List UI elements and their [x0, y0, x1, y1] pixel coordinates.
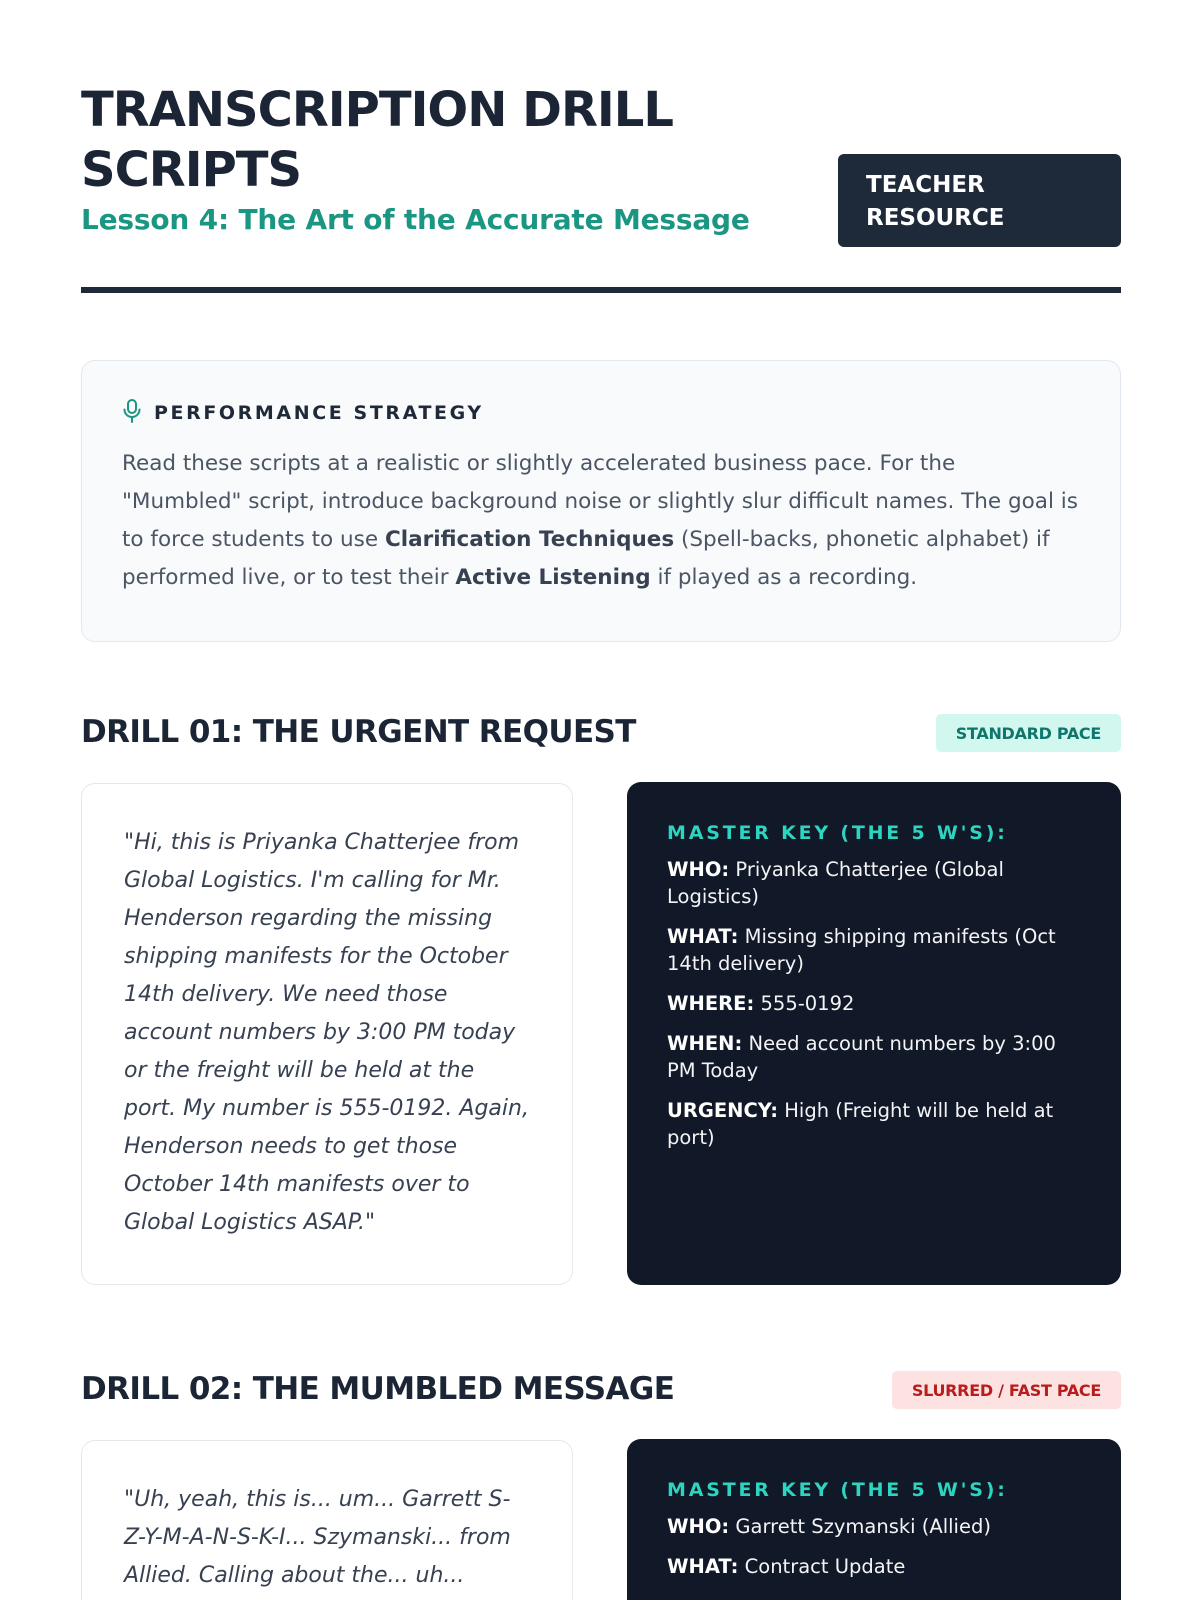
microphone-icon — [122, 398, 142, 429]
master-key-title: MASTER KEY (THE 5 W'S): — [667, 1479, 1008, 1501]
drill-01-title: DRILL 01: THE URGENT REQUEST — [81, 714, 636, 750]
key-where: WHERE: 555-0192 — [667, 992, 855, 1015]
active-listening-emphasis: Active Listening — [455, 565, 651, 590]
page-header — [81, 0, 1121, 294]
drill-02-script: "Uh, yeah, this is... um... Garrett S-Z-Y-M-A-N-S-K-I... Szymanski... from Allied. Calling about the... uh... — [124, 1487, 511, 1588]
pace-badge-standard: STANDARD PACE — [936, 714, 1121, 752]
performance-strategy-box — [81, 360, 1121, 642]
clarification-techniques-emphasis: Clarification Techniques — [384, 527, 675, 552]
strategy-text: Read these scripts at a realistic or slightly accelerated business pace. For the "Mumbled" script, introduce background noise or slightly slur difficult names. The goal is to force students to use Clarification Techniques (Spell-backs, phonetic alphabet) if performed live, or to test their Active Listening if played as a recording. — [122, 451, 1078, 590]
drill-02-master-key — [627, 1439, 1121, 1600]
key-urgency: URGENCY: High (Freight will be held at port) — [667, 1099, 1054, 1149]
lesson-subtitle: Lesson 4: The Art of the Accurate Message — [81, 203, 750, 236]
key-when: WHEN: Need account numbers by 3:00 PM Today — [667, 1032, 1056, 1082]
strategy-label: PERFORMANCE STRATEGY — [154, 402, 484, 424]
teacher-resource-badge: TEACHER RESOURCE — [838, 154, 1121, 247]
drill-02-script-card — [81, 1440, 573, 1600]
key-what: WHAT: Contract Update — [667, 1555, 906, 1578]
key-who: WHO: Priyanka Chatterjee (Global Logistics) — [667, 858, 1004, 908]
header-divider — [81, 287, 1121, 293]
strategy-header — [122, 399, 1080, 427]
master-key-title: MASTER KEY (THE 5 W'S): — [667, 822, 1008, 844]
document-page — [81, 0, 1121, 1588]
pace-badge-fast: SLURRED / FAST PACE — [892, 1371, 1121, 1409]
key-what: WHAT: Missing shipping manifests (Oct 14th delivery) — [667, 925, 1056, 975]
drill-01-script-card — [81, 783, 573, 1285]
page-title: TRANSCRIPTION DRILL SCRIPTS — [81, 82, 673, 198]
drill-02-title: DRILL 02: THE MUMBLED MESSAGE — [81, 1371, 675, 1407]
drill-01-master-key — [627, 782, 1121, 1285]
key-who: WHO: Garrett Szymanski (Allied) — [667, 1515, 991, 1538]
drill-01-script: "Hi, this is Priyanka Chatterjee from Global Logistics. I'm calling for Mr. Henderson regarding the missing shipping manifests for the October 14th delivery. We need those account numbers by 3:00 PM today or the freight will be held at the port. My number is 555-0192. Again, Henderson needs to get those October 14th manifests over to Global Logistics ASAP." — [124, 830, 529, 1235]
